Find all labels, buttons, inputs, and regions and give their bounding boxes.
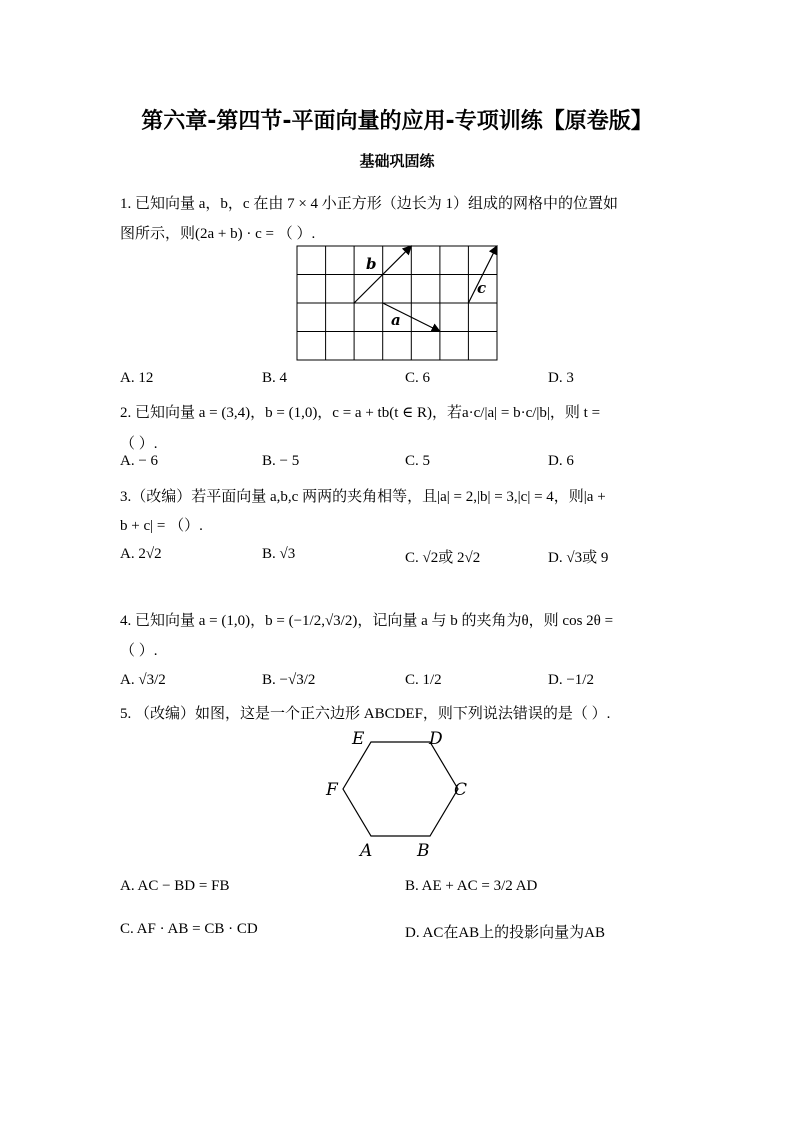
q3-text-line1: 3.（改编）若平面向量 a,b,c 两两的夹角相等，且|a| = 2,|b| = 3,|c| = 4，则|a + [120, 489, 606, 505]
page-title: 第六章-第四节-平面向量的应用-专项训练【原卷版】 [141, 109, 653, 134]
q5-text-line1: 5. （改编）如图，这是一个正六边形 ABCDEF，则下列说法错误的是（ ）. [120, 706, 611, 722]
q4-option-c: C. 1/2 [405, 672, 442, 688]
hexagon-figure [320, 725, 480, 865]
vertex-label-c: C [454, 780, 468, 800]
q1-text-line2: 图所示，则(2a + b) · c = （ ）. [120, 226, 316, 242]
q3-option-c: C. √2或 2√2 [405, 550, 481, 566]
q2-option-c: C. 5 [405, 453, 431, 469]
q5-option-a: A. AC − BD = FB [120, 878, 230, 894]
q5-option-b: B. AE + AC = 3/2 AD [405, 878, 538, 894]
q1-grid-figure [296, 245, 502, 365]
q1-text-line1: 1. 已知向量 a，b，c 在由 7 × 4 小正方形（边长为 1）组成的网格中的位置如 [120, 196, 619, 212]
q1-option-b: B. 4 [262, 370, 288, 386]
q3-text-line2: b + c| = （）. [120, 518, 203, 534]
vector-b-label: b [366, 255, 377, 273]
q3-option-d: D. √3或 9 [548, 550, 609, 566]
hexagon-shape [343, 742, 458, 836]
q4-option-b: B. −√3/2 [262, 672, 316, 688]
q2-option-d: D. 6 [548, 453, 574, 469]
vertex-label-b: B [417, 841, 430, 861]
q1-option-d: D. 3 [548, 370, 574, 386]
grid-lines [297, 246, 497, 360]
q5-option-d: D. AC在AB上的投影向量为AB [405, 925, 606, 941]
q4-text-line1: 4. 已知向量 a = (1,0)，b = (−1/2,√3/2)，记向量 a 与 b 的夹角为θ，则 cos 2θ = [120, 613, 614, 629]
vertex-label-d: D [429, 729, 443, 749]
q3-option-a: A. 2√2 [120, 546, 162, 562]
q4-option-a: A. √3/2 [120, 672, 166, 688]
vector-c-label: c [477, 279, 487, 297]
vertex-label-a: A [360, 841, 373, 861]
vertex-label-e: E [352, 729, 365, 749]
section-heading: 基础巩固练 [359, 152, 435, 170]
vertex-label-f: F [326, 780, 338, 800]
q2-option-a: A. − 6 [120, 453, 159, 469]
q3-option-b: B. √3 [262, 546, 296, 562]
q1-option-c: C. 6 [405, 370, 431, 386]
q2-text-line1: 2. 已知向量 a = (3,4)，b = (1,0)，c = a + tb(t ∈ R)，若a·c/|a| = b·c/|b|，则 t = [120, 405, 601, 421]
q5-option-c: C. AF · AB = CB · CD [120, 921, 258, 937]
q4-option-d: D. −1/2 [548, 672, 594, 688]
q2-option-b: B. − 5 [262, 453, 300, 469]
q1-option-a: A. 12 [120, 370, 154, 386]
vector-a-label: a [391, 311, 401, 329]
q4-text-line2: （ ）. [120, 643, 158, 659]
q2-text-line2: （ ）. [120, 436, 158, 452]
